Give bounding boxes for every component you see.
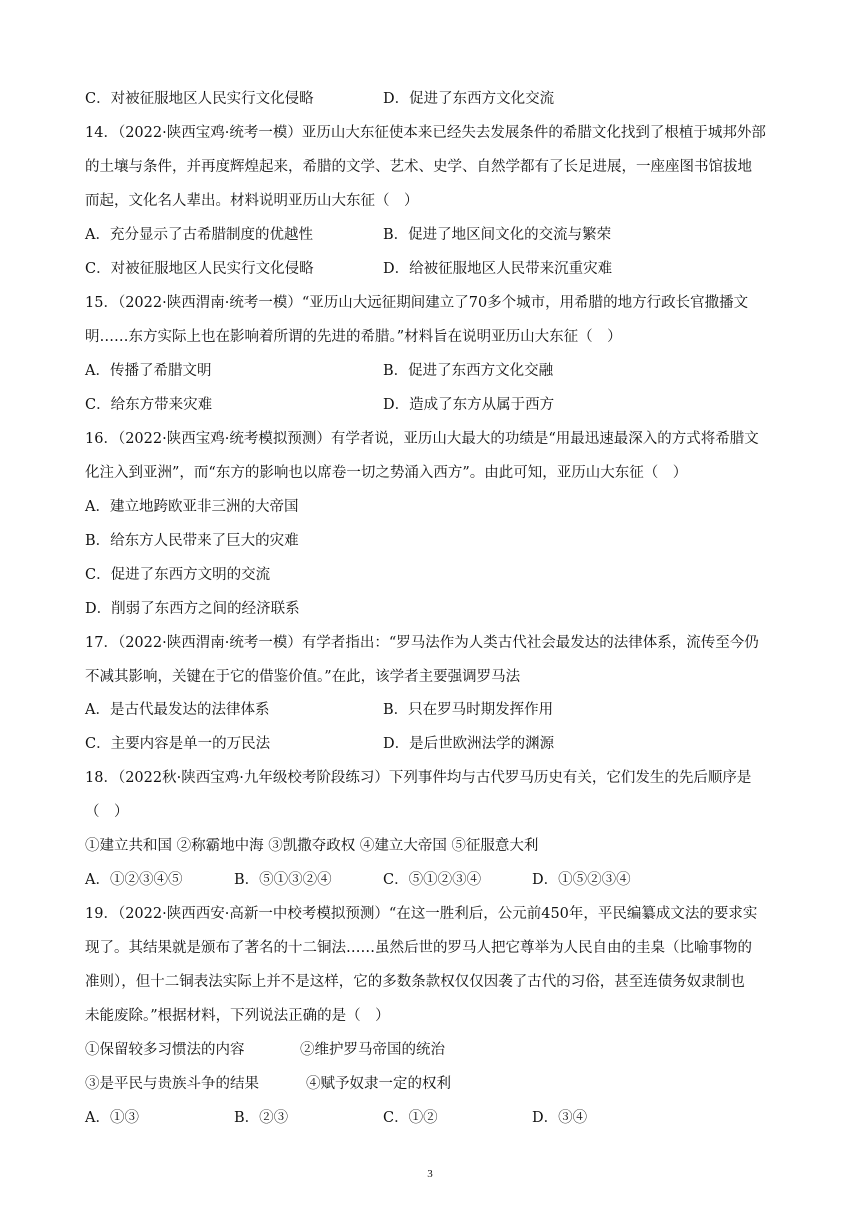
q17-stem-line-1: 17．（2022·陕西渭南·统考一模）有学者指出：“罗马法作为人类古代社会最发达的法律体系，流传至今仍: [85, 635, 759, 651]
q19-statement-2: ②维护罗马帝国的统治: [300, 1042, 445, 1058]
q19-statement-3: ③是平民与贵族斗争的结果: [85, 1076, 259, 1092]
q16-option-b: B．给东方人民带来了巨大的灾难: [85, 533, 299, 549]
q17-option-b: B．只在罗马时期发挥作用: [383, 702, 554, 718]
q19-option-c: C．①②: [383, 1110, 438, 1126]
q14-stem-line-1: 14．（2022·陕西宝鸡·统考一模）亚历山大东征使本来已经失去发展条件的希腊文化找到了根植于城邦外部: [85, 125, 766, 141]
q19-option-d: D．③④: [532, 1110, 588, 1126]
q16-option-a: A．建立地跨欧亚非三洲的大帝国: [85, 499, 299, 515]
q15-option-c: C．给东方带来灾难: [85, 397, 213, 413]
q17-stem-line-2: 不减其影响，关键在于它的借鉴价值。”在此，该学者主要强调罗马法: [85, 669, 521, 685]
q17-option-c: C．主要内容是单一的万民法: [85, 736, 271, 752]
q15-stem-line-2: 明……东方实际上也在影响着所谓的先进的希腊。”材料旨在说明亚历山大东征（ ）: [85, 329, 622, 345]
q14-option-c: C．对被征服地区人民实行文化侵略: [85, 261, 314, 277]
q14-stem-line-2: 的土壤与条件，并再度辉煌起来，希腊的文学、艺术、史学、自然学都有了长足进展，一座座图书馆拔地: [85, 159, 752, 175]
q17-option-a: A．是古代最发达的法律体系: [85, 702, 270, 718]
q13-option-d: D．促进了东西方文化交流: [383, 91, 555, 107]
q16-stem-line-1: 16．（2022·陕西宝鸡·统考模拟预测）有学者说，亚历山大最大的功绩是“用最迅速最深入的方式将希腊文: [85, 431, 759, 447]
page-number: 3: [427, 1168, 433, 1180]
q17-option-d: D．是后世欧洲法学的渊源: [383, 736, 555, 752]
q18-option-c: C．⑤①②③④: [383, 872, 482, 888]
q13-option-c: C．对被征服地区人民实行文化侵略: [85, 91, 314, 107]
q15-stem-line-1: 15．（2022·陕西渭南·统考一模）“亚历山大远征期间建立了70多个城市，用希腊的地方行政长官撒播文: [85, 295, 749, 311]
q19-stem-line-4: 未能废除。”根据材料，下列说法正确的是（ ）: [85, 1008, 390, 1024]
q18-event-list: ①建立共和国 ②称霸地中海 ③凯撒夺政权 ④建立大帝国 ⑤征服意大利: [85, 838, 539, 854]
q14-option-b: B．促进了地区间文化的交流与繁荣: [383, 227, 612, 243]
q14-option-d: D．给被征服地区人民带来沉重灾难: [383, 261, 613, 277]
q18-option-d: D．①⑤②③④: [532, 872, 631, 888]
q16-stem-line-2: 化注入到亚洲”，而“东方的影响也以席卷一切之势涌入西方”。由此可知，亚历山大东征（ ）: [85, 465, 688, 481]
q19-statement-4: ④赋予奴隶一定的权利: [306, 1076, 451, 1092]
q14-option-a: A．充分显示了古希腊制度的优越性: [85, 227, 313, 243]
q15-option-b: B．促进了东西方文化交融: [383, 363, 554, 379]
q18-option-a: A．①②③④⑤: [85, 872, 183, 888]
q15-option-d: D．造成了东方从属于西方: [383, 397, 555, 413]
q18-stem-line-1: 18．（2022秋·陕西宝鸡·九年级校考阶段练习）下列事件均与古代罗马历史有关，它们发生的先后顺序是: [85, 770, 752, 786]
q15-option-a: A．传播了希腊文明: [85, 363, 212, 379]
q16-option-d: D．削弱了东西方之间的经济联系: [85, 601, 300, 617]
q19-option-b: B．②③: [234, 1110, 289, 1126]
q19-stem-line-1: 19．（2022·陕西西安·高新一中校考模拟预测）“在这一胜利后，公元前450年，平民编纂成文法的要求实: [85, 906, 758, 922]
q19-statement-1: ①保留较多习惯法的内容: [85, 1042, 245, 1058]
q16-option-c: C．促进了东西方文明的交流: [85, 567, 271, 583]
q14-stem-line-3: 而起，文化名人辈出。材料说明亚历山大东征（ ）: [85, 193, 419, 209]
q18-stem-line-2: （ ）: [85, 804, 129, 820]
q19-stem-line-3: 准则），但十二铜表法实际上并不是这样，它的多数条款权仅仅因袭了古代的习俗，甚至连债务奴隶制也: [85, 974, 745, 990]
q18-option-b: B．⑤①③②④: [234, 872, 332, 888]
q19-stem-line-2: 现了。其结果就是颁布了著名的十二铜法……虽然后世的罗马人把它尊举为人民自由的圭臬（比喻事物的: [85, 940, 752, 956]
q19-option-a: A．①③: [85, 1110, 139, 1126]
